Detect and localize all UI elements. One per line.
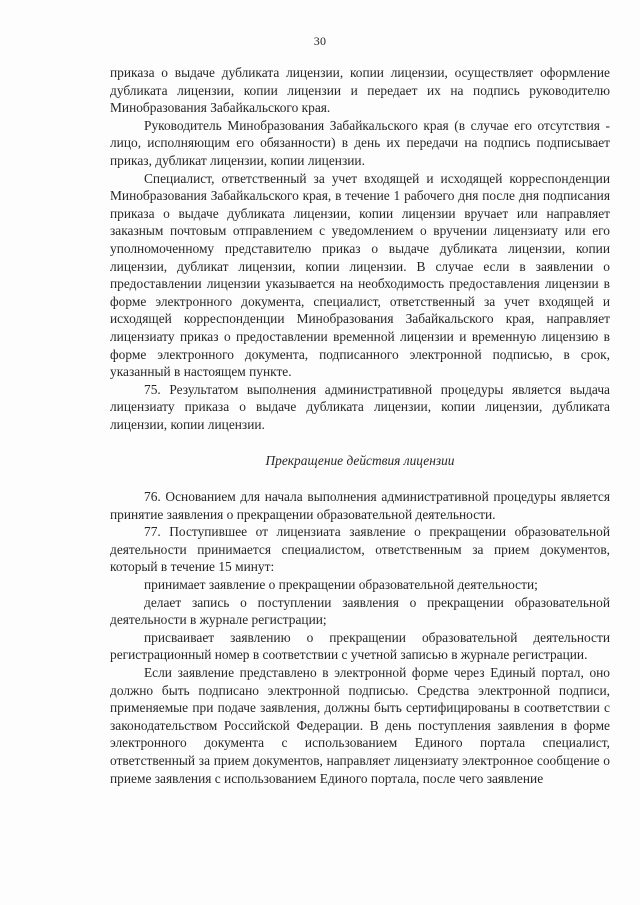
list-item: принимает заявление о прекращении образовательной деятельности; — [144, 577, 538, 593]
document-body — [110, 64, 610, 787]
paragraph: Руководитель Минобразования Забайкальского края (в случае его отсутствия - лицо, исполняющим его обязанности) в день их передачи на подпись подписывает приказ, дубликат лицензии, копии лицензии. — [110, 117, 610, 168]
paragraph: Если заявление представлено в электронной форме через Единый портал, оно должно быть подписано электронной подписью. Средства электронной подписи, применяемые при подаче заявления, должны быть сертифицированы в соответствии с законодательством Российской Федерации. В день поступления заявления в форме электронного документа с использованием Единого портала специалист, ответственный за прием документов, направляет лицензиату электронное сообщение о приеме заявления с использованием Единого портала, после чего заявление — [110, 665, 610, 786]
paragraph-item-77: 77. Поступившее от лицензиата заявление о прекращении образовательной деятельности принимается специалистом, ответственным за прием документов, который в течение 15 минут: — [110, 524, 610, 575]
paragraph-item-76: 76. Основанием для начала выполнения административной процедуры является принятие заявления о прекращении образовательной деятельности. — [110, 489, 610, 522]
list-item: присваивает заявлению о прекращении образовательной деятельности регистрационный номер в соответствии с учетной записью в журнале регистрации. — [110, 629, 610, 663]
list-item: делает запись о поступлении заявления о прекращении образовательной деятельности в журнале регистрации; — [110, 594, 610, 628]
paragraph-item-75: 75. Результатом выполнения административной процедуры является выдача лицензиату приказа о выдаче дубликата лицензии, копии лицензии, дубликата лицензии, копии лицензии. — [110, 381, 610, 432]
section-heading: Прекращение действия лицензии — [265, 453, 455, 469]
page-number: 30 — [313, 34, 327, 48]
paragraph: Специалист, ответственный за учет входящей и исходящей корреспонденции Минобразования Забайкальского края, в течение 1 рабочего дня после дня подписания приказа о выдаче дубликата лицензии, копии лицензии вручает или направляет заказным почтовым отправлением с уведомлением о вручении лицензиату или его уполномоченному представителю приказ о выдаче дубликата лицензии, копии лицензии, дубликат лицензии, копии лицензии. В случае если в заявлении о предоставлении лицензии указывается на необходимость предоставления лицензии в форме электронного документа, специалист, ответственный за учет входящей и исходящей корреспонденции Минобразования Забайкальского края, направляет лицензиату приказ о предоставлении временной лицензии и временную лицензию в форме электронного документа, подписанного электронной подписью, в срок, указанный в настоящем пункте. — [110, 170, 610, 380]
paragraph: приказа о выдаче дубликата лицензии, копии лицензии, осуществляет оформление дубликата лицензии, копии лицензии и передает их на подпись руководителю Минобразования Забайкальского края. — [110, 65, 610, 116]
